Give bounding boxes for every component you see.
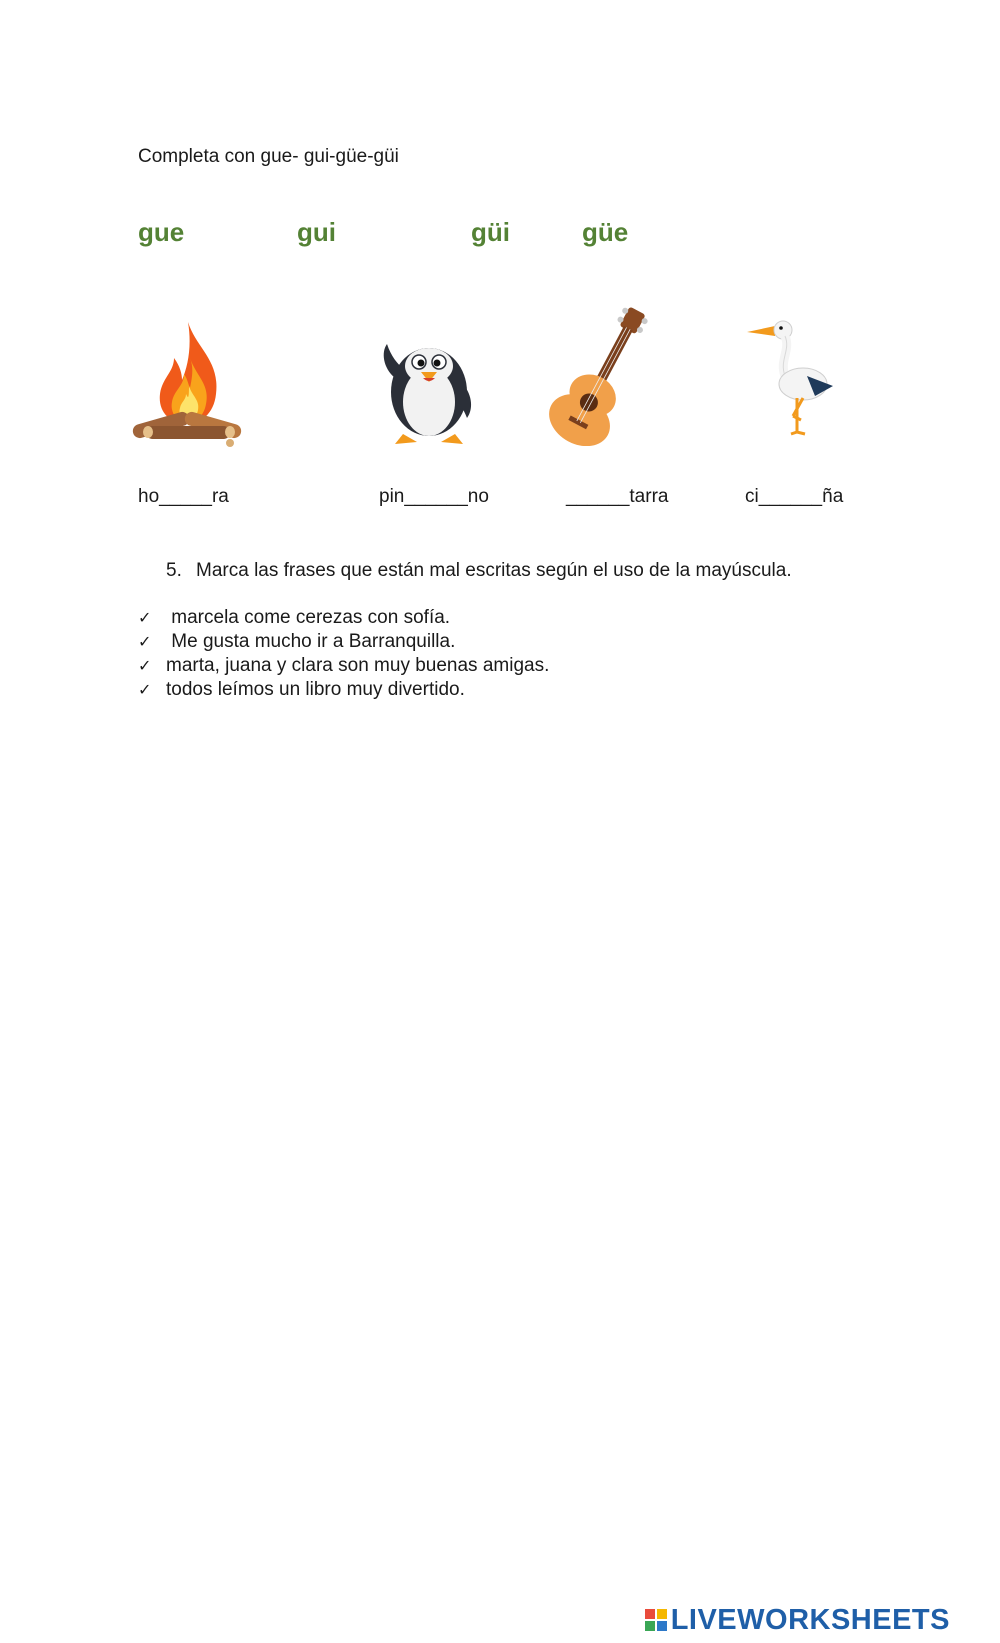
sentence-item[interactable] [138, 679, 465, 701]
syllable-gui-dieresis: güi [471, 217, 510, 247]
syllable-gui: gui [297, 217, 336, 247]
syllable-gue-dieresis: güe [582, 217, 629, 247]
sentence-item[interactable] [138, 607, 450, 629]
question-number: 5. [166, 560, 182, 581]
check-icon: ✓ [138, 656, 152, 675]
word-hoguera: ho_____ra [138, 486, 229, 507]
instruction-text: Completa con gue- gui-güe-güi [138, 146, 399, 167]
question-5 [166, 560, 792, 582]
check-icon: ✓ [138, 632, 152, 651]
syllable-gue: gue [138, 217, 185, 247]
question-text: Marca las frases que están mal escritas según el uso de la mayúscula. [196, 560, 792, 581]
liveworksheets-logo[interactable] [645, 1605, 950, 1635]
sentence-text: marta, juana y clara son muy buenas amigas. [166, 655, 550, 676]
brand-text: LIVEWORKSHEETS [670, 1603, 950, 1636]
campfire-icon [118, 318, 258, 448]
guitar-icon [548, 306, 658, 446]
check-icon: ✓ [138, 680, 152, 699]
word-pinguino: pin______no [379, 486, 489, 507]
sentence-item[interactable] [138, 631, 455, 653]
word-ciguena: ci______ña [745, 486, 844, 507]
check-icon: ✓ [138, 608, 152, 627]
sentence-item[interactable] [138, 655, 549, 677]
sentence-text: todos leímos un libro muy divertido. [166, 679, 465, 700]
stork-icon [745, 316, 845, 442]
penguin-icon [377, 322, 477, 448]
sentence-text: Me gusta mucho ir a Barranquilla. [166, 631, 456, 652]
sentence-text: marcela come cerezas con sofía. [166, 607, 451, 628]
word-guitarra: ______tarra [566, 486, 669, 507]
logo-mark-icon [645, 1609, 667, 1631]
